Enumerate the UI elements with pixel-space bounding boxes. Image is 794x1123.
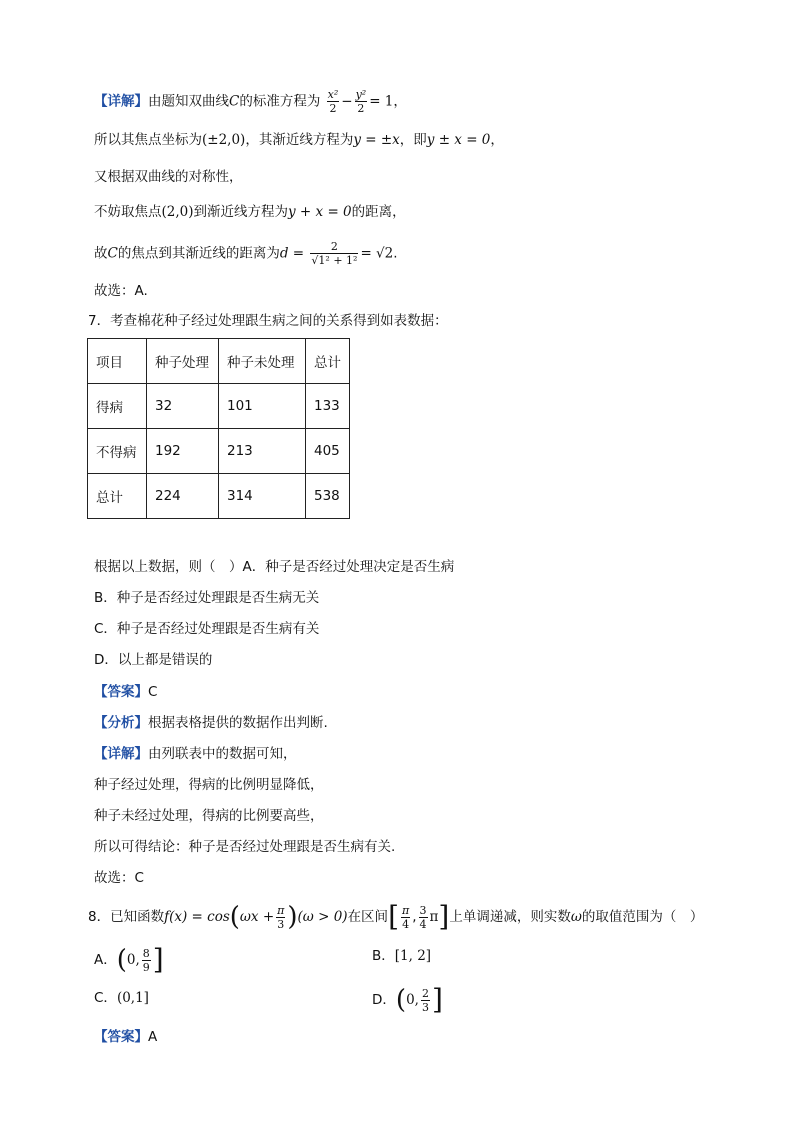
detail-tag: 【详解】	[94, 746, 148, 762]
q7-detail: 【详解】由列联表中的数据可知，	[94, 746, 297, 762]
table-cell: 538	[306, 474, 350, 519]
q7-stem: 7．考查棉花种子经过处理跟生病之间的关系得到如表数据：	[88, 313, 448, 329]
answer-tag: 【答案】	[94, 684, 148, 700]
q8-stem: 8．已知函数f(x) = cos(ωx + $\frac{\pi}{3}$ )(ω > 0)在区间[ $\frac{\pi}{4}$ , $\frac{3}{4}$ π]上单调递减，则实数ω的取值范围为（ ）	[88, 900, 704, 933]
q7-option-b: B．种子是否经过处理跟是否生病无关	[94, 590, 320, 606]
fraction-3-over-4: $\frac{3}{4}$	[419, 903, 427, 931]
table-row	[88, 384, 350, 429]
prev-line-2: 所以其焦点坐标为(±2,0)，其渐近线方程为y = ±x，即y ± x = 0，	[94, 132, 504, 148]
fraction-pi-over-3: $\frac{\pi}{3}$	[277, 903, 285, 931]
table-cell: 得病	[88, 384, 147, 429]
table-header-cell: 总计	[306, 339, 350, 384]
table-cell: 405	[306, 429, 350, 474]
table-cell: 192	[147, 429, 219, 474]
fraction-pi-over-4: $\frac{\pi}{4}$	[402, 903, 410, 931]
answer-tag: 【答案】	[94, 1029, 148, 1045]
table-row	[88, 474, 350, 519]
distance-fraction: $\frac{2}{\text{√1² + 1²}}$	[311, 240, 358, 267]
table-header-cell: 项目	[88, 339, 147, 384]
q8-option-a: A．(0, $\frac{8}{9}$ ]	[94, 943, 164, 976]
fraction-x2-over-2: $\frac{\text{x²}}{2}$	[327, 88, 339, 115]
prev-choose: 故选：A.	[94, 283, 148, 299]
table-cell: 314	[219, 474, 306, 519]
q8-option-b: B．[1, 2]	[372, 948, 432, 964]
q8-option-d: D．(0, $\frac{2}{3}$ ]	[372, 983, 443, 1016]
analysis-tag: 【分析】	[94, 715, 148, 731]
table-header-row	[88, 339, 350, 384]
table-cell: 213	[219, 429, 306, 474]
q7-analysis: 【分析】根据表格提供的数据作出判断.	[94, 715, 328, 731]
table-cell: 224	[147, 474, 219, 519]
fraction-y2-over-2: $\frac{\text{y²}}{2}$	[355, 88, 367, 115]
table-cell: 不得病	[88, 429, 147, 474]
q8-option-c: C．(0,1]	[94, 990, 149, 1006]
table-cell: 总计	[88, 474, 147, 519]
q8-answer: 【答案】A	[94, 1029, 158, 1045]
table-header-cell: 种子未处理	[219, 339, 306, 384]
table-cell: 101	[219, 384, 306, 429]
table-header-cell: 种子处理	[147, 339, 219, 384]
prev-line-1: 【详解】由题知双曲线C的标准方程为 $\frac{\text{x²}}{2}$ − $\frac{\text{y²}}{2}$ = 1，	[94, 88, 407, 115]
table-row	[88, 429, 350, 474]
q7-detail-2: 种子经过处理，得病的比例明显降低，	[94, 777, 324, 793]
prev-line-3: 又根据双曲线的对称性，	[94, 169, 243, 185]
q7-detail-4: 所以可得结论：种子是否经过处理跟是否生病有关.	[94, 839, 396, 855]
prev-line-5: 故C的焦点到其渐近线的距离为d = $\frac{2}{\text{√1² + 1²}}$ = √2.	[94, 240, 398, 267]
fraction-8-over-9: $\frac{8}{9}$	[142, 946, 150, 974]
prev-line-4: 不妨取焦点(2,0)到渐近线方程为y + x = 0的距离，	[94, 204, 406, 220]
detail-tag: 【详解】	[94, 93, 148, 110]
q7-option-d: D．以上都是错误的	[94, 652, 213, 668]
q7-prompt-option-a: 根据以上数据，则（ ）A．种子是否经过处理决定是否生病	[94, 559, 455, 575]
fraction-2-over-3: $\frac{2}{3}$	[421, 986, 429, 1014]
q7-answer: 【答案】C	[94, 684, 158, 700]
q7-option-c: C．种子是否经过处理跟是否生病有关	[94, 621, 320, 637]
contingency-table	[87, 338, 350, 519]
table-cell: 32	[147, 384, 219, 429]
table-cell: 133	[306, 384, 350, 429]
q7-detail-3: 种子未经过处理，得病的比例要高些，	[94, 808, 324, 824]
q7-choose: 故选：C	[94, 870, 144, 886]
